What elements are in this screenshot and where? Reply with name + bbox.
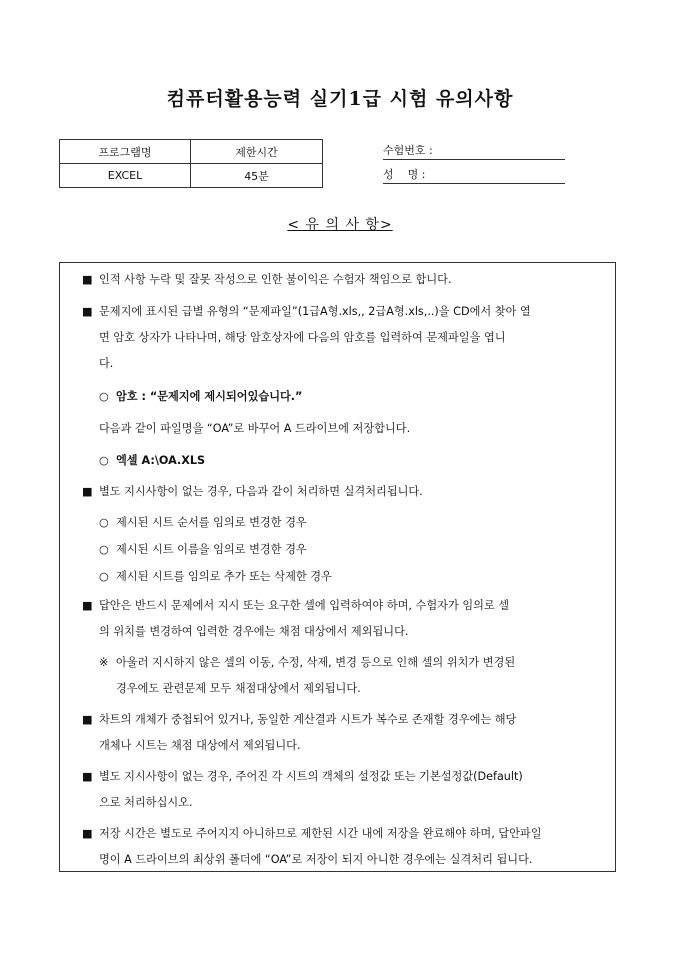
bullet-icon: ■ [82,599,93,612]
notice-item-6-line-1: 별도 지시사항이 없는 경우, 주어진 각 시트의 객체의 설정값 또는 기본설정값(Default) [99,770,523,783]
note-line-1: 아울러 지시하지 않은 셀의 이동, 수정, 삭제, 변경 등으로 인해 셀의 위치가 변경된 [116,656,516,669]
notice-item-4-line-1: 답안은 반드시 문제에서 지시 또는 요구한 셀에 입력하여야 하며, 수험자가 임의로 셀 [99,599,510,612]
circle-icon: ○ [99,516,109,529]
notice-item-7-line-1: 저장 시간은 별도로 주어지지 아니하므로 제한된 시간 내에 저장을 완료해야 하며, 답안파일 [99,827,542,840]
value-program: EXCEL [60,164,191,188]
notice-item-2-line-2: 면 암호 상자가 나타나며, 해당 암호상자에 다음의 암호를 입력하여 문제파일을 엽니 [99,331,506,344]
bullet-icon: ■ [82,827,93,840]
sub-item-2: 제시된 시트 이름을 임의로 변경한 경우 [116,543,307,556]
header-program: 프로그램명 [60,140,191,164]
note-mark-icon: ※ [99,656,109,669]
notice-item-2-line-1: 문제지에 표시된 급별 유형의 “문제파일”(1급A형.xls,, 2급A형.xls,..)을 CD에서 찾아 열 [99,305,531,318]
bullet-icon: ■ [82,273,93,286]
value-time-limit: 45분 [191,164,323,188]
sub-item-3: 제시된 시트를 임의로 추가 또는 삭제한 경우 [116,570,332,583]
candidate-number-label: 수험번호 : [383,144,433,157]
header-time-limit: 제한시간 [191,140,323,164]
candidate-number-field[interactable] [383,143,565,160]
note-line-2: 경우에도 관련문제 모두 채점대상에서 제외됩니다. [116,682,361,695]
notice-item-1: 인적 사항 누락 및 잘못 작성으로 인한 불이익은 수험자 책임으로 합니다. [99,273,452,286]
rename-instruction: 다음과 같이 파일명을 “OA”로 바꾸어 A 드라이브에 저장합니다. [99,422,411,435]
notice-item-3: 별도 지시사항이 없는 경우, 다음과 같이 처리하면 실격처리됩니다. [99,485,423,498]
page-title: 컴퓨터활용능력 실기1급 시험 유의사항 [166,88,514,110]
excel-file-path: 엑셀 A:\OA.XLS [116,454,206,467]
notice-item-2-line-3: 다. [99,357,114,370]
circle-icon: ○ [99,543,109,556]
sub-item-1: 제시된 시트 순서를 임의로 변경한 경우 [116,516,307,529]
bullet-icon: ■ [82,305,93,318]
password-line: 암호 : “문제지에 제시되어있습니다.” [116,390,303,403]
table-header-row [60,140,323,164]
notice-item-4-line-2: 의 위치를 변경하여 입력한 경우에는 채점 대상에서 제외됩니다. [99,625,409,638]
notice-item-7-line-2: 명이 A 드라이브의 최상위 폴더에 “OA”로 저장이 되지 아니한 경우에는 실격처리 됩니다. [99,853,533,866]
bullet-icon: ■ [82,485,93,498]
notice-item-5-line-1: 차트의 개체가 중첩되어 있거나, 동일한 계산결과 시트가 복수로 존재할 경우에는 해당 [99,713,517,726]
candidate-name-field[interactable] [383,167,565,184]
section-heading: < 유 의 사 항> [287,217,393,233]
notice-item-5-line-2: 개체나 시트는 채점 대상에서 제외됩니다. [99,739,301,752]
circle-icon: ○ [99,454,109,467]
candidate-name-label: 성 명 : [383,168,426,181]
table-row [60,164,323,188]
exam-info-table [59,139,323,188]
bullet-icon: ■ [82,713,93,726]
circle-icon: ○ [99,390,109,403]
bullet-icon: ■ [82,770,93,783]
circle-icon: ○ [99,570,109,583]
notice-item-6-line-2: 으로 처리하십시오. [99,796,193,809]
